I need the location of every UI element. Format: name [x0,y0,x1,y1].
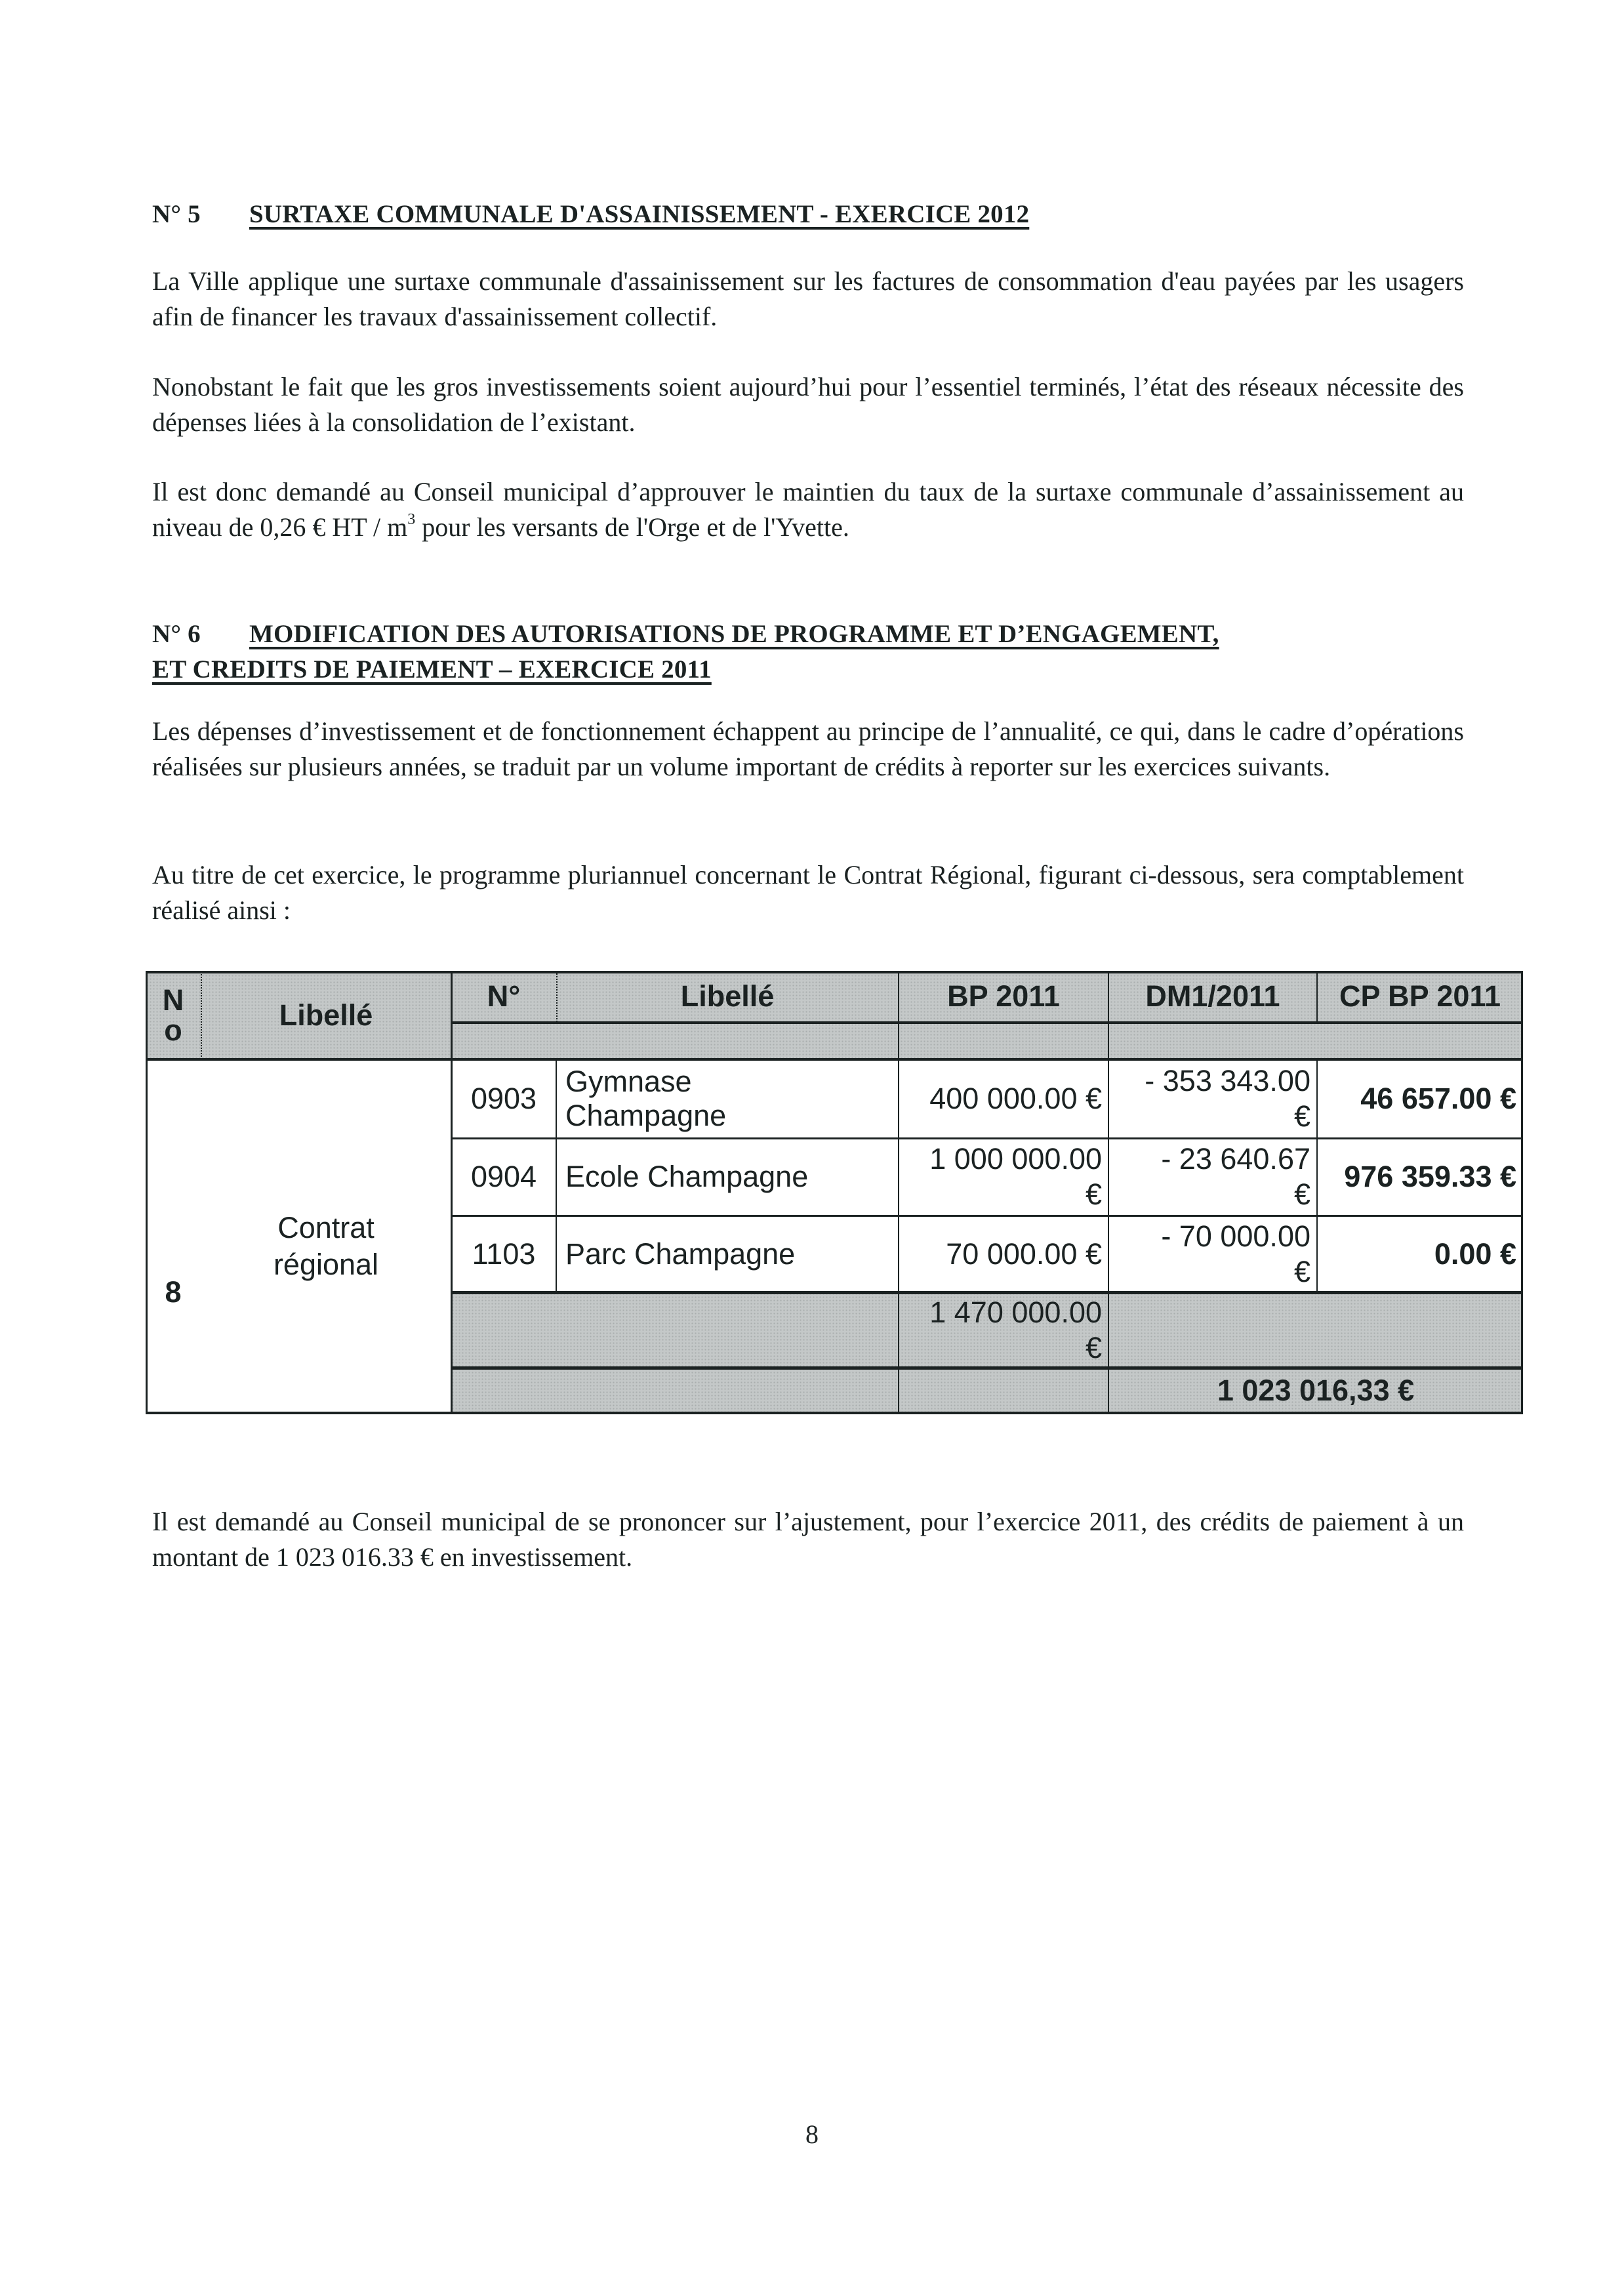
row-1-bp: 400 000.00 € [929,1082,1102,1115]
row-1-dm-line-1: - 353 343.00 [1145,1064,1310,1097]
row-2-libelle: Ecole Champagne [565,1160,809,1193]
table-line-row-3 [451,1291,1523,1294]
section-6-title-line-1: MODIFICATION DES AUTORISATIONS DE PROGRAMME ET D’ENGAGEMENT, [249,620,1219,648]
section-5-paragraph-3 [152,474,1464,545]
header-bp-2011: BP 2011 [947,979,1060,1013]
row-3-cp: 0.00 € [1434,1237,1516,1271]
credits-table [146,971,1523,1414]
row-2-no: 0904 [470,1160,537,1193]
section-5-paragraph-3-text-end: pour les versants de l'Orge et de l'Yvette. [415,512,849,542]
row-3-no: 1103 [472,1237,536,1271]
row-1-libelle-line-1: Gymnase [565,1065,692,1098]
table-line-total-1 [451,1366,1523,1370]
section-6-paragraph-3: Il est demandé au Conseil municipal de se prononcer sur l’ajustement, pour l’exercice 2011, des crédits de paiement à un montant de 1 023 016.33 € en investissement. [152,1507,1464,1572]
table-line-no-libelle-header [201,971,202,1059]
group-libelle [201,1059,451,1414]
section-6-heading-line-2: ET CREDITS DE PAIEMENT – EXERCICE 2011 [152,655,712,684]
row-3-dm-line-1: - 70 000.00 [1161,1219,1310,1253]
row-1-dm [1108,1059,1317,1138]
table-line-dm [1108,971,1109,1414]
header-libelle: Libellé [279,998,373,1032]
row-3-bp: 70 000.00 € [946,1237,1102,1271]
header-operation-no: N° [487,979,521,1013]
table-line-cp-header [1316,971,1318,1022]
group-libelle-line-1: Contrat [277,1211,375,1244]
table-line-opno-header [556,971,558,1022]
row-2-dm-line-1: - 23 640.67 [1161,1142,1310,1175]
row-2-bp [899,1138,1108,1216]
total-cp: 1 023 016,33 € [1217,1374,1415,1407]
table-line-group-right [451,971,453,1414]
table-line-cp [1316,1059,1318,1292]
row-2-bp-line-1: 1 000 000.00 [929,1142,1102,1175]
table-border-bottom [146,1412,1523,1414]
header-no-o: o [164,1013,182,1047]
row-1-no: 0903 [470,1082,537,1115]
section-5-paragraph-2: Nonobstant le fait que les gros investissements soient aujourd’hui pour l’essentiel terminés, l’état des réseaux nécessite des dépenses liées à la consolidation de l’existant. [152,372,1464,437]
row-2-cp: 976 359.33 € [1344,1160,1516,1193]
group-number: 8 [165,1275,182,1309]
table-line-row-1 [451,1137,1523,1139]
row-1-cp: 46 657.00 € [1360,1082,1516,1115]
total-bp-line-2: € [1085,1330,1102,1364]
row-2-dm [1108,1138,1317,1216]
header-no [146,971,201,1059]
row-1-libelle-line-2: Champagne [565,1099,727,1132]
row-2-dm-line-2: € [1293,1177,1310,1211]
section-5-paragraph-3-text: Il est donc demandé au Conseil municipal d’approuver le maintien du taux de la surtaxe communale d’assainissement au niveau de 0,26 € HT / m [152,477,1464,542]
section-6-paragraph-1: Les dépenses d’investissement et de fonctionnement échappent au principe de l’annualité, ce qui, dans le cadre d’opérations réalisées sur plusieurs années, se traduit par un volume important de crédits à reporter sur les exercices suivants. [152,716,1464,781]
total-bp [899,1292,1108,1368]
section-6-heading [152,617,1219,652]
page-number: 8 [805,2119,819,2149]
table-border-right [1521,971,1523,1414]
header-cp-bp-2011: CP BP 2011 [1339,979,1501,1013]
header-no-n: N [162,983,184,1017]
table-line-header-mid [451,1021,1523,1024]
section-6-number: N° 6 [152,620,201,648]
table-line-row-2 [451,1215,1523,1217]
row-3-dm [1108,1216,1317,1292]
row-2-bp-line-2: € [1085,1177,1102,1211]
table-border-left [146,971,148,1414]
row-1-libelle [556,1059,899,1138]
row-3-libelle: Parc Champagne [565,1237,796,1271]
total-bp-line-1: 1 470 000.00 [929,1295,1102,1329]
section-5-title: SURTAXE COMMUNALE D'ASSAINISSEMENT - EXERCICE 2012 [249,200,1030,228]
section-5-heading [152,197,1029,232]
section-5-paragraph-1: La Ville applique une surtaxe communale d'assainissement sur les factures de consommation d'eau payées par les usagers afin de financer les travaux d'assainissement collectif. [152,266,1464,331]
group-libelle-line-2: régional [273,1248,379,1281]
header-dm1-2011: DM1/2011 [1145,979,1280,1013]
section-5-number: N° 5 [152,200,201,228]
header-operation-libelle: Libellé [680,979,775,1013]
cubic-superscript: 3 [407,511,416,528]
section-6-paragraph-2: Au titre de cet exercice, le programme pluriannuel concernant le Contrat Régional, figurant ci-dessous, sera comptablement réalisé ainsi : [152,860,1464,925]
table-line-opno [556,1059,557,1292]
table-line-bp [898,971,899,1414]
row-1-dm-line-2: € [1293,1099,1310,1133]
row-3-dm-line-2: € [1293,1254,1310,1288]
